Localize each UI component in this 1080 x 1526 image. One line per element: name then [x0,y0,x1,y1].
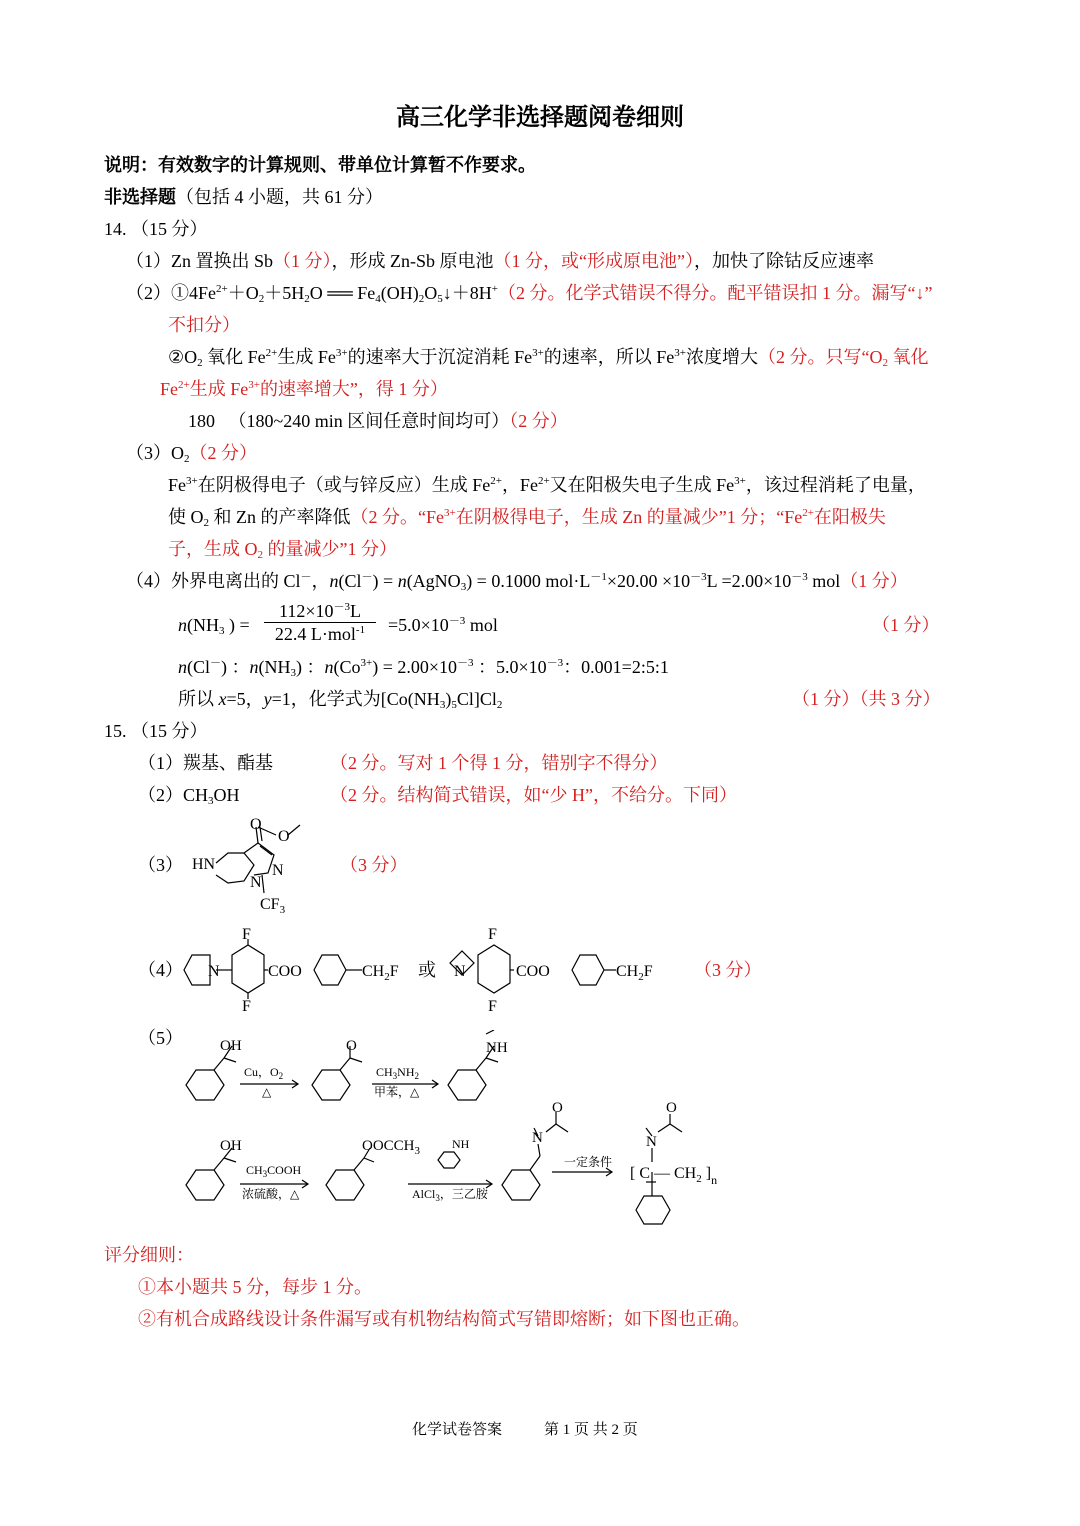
footer-page: 第 1 页 共 2 页 [544,1422,638,1438]
chem-hn: HN [192,856,216,873]
svg-text:甲苯，△: 甲苯，△ [374,1085,420,1099]
svg-text:O: O [666,1100,677,1116]
section-header [104,185,383,209]
q14-p4-score1: （1 分） [840,571,908,591]
q14-p1-b: （1 分） [273,251,332,271]
svg-text:CH3COOH: $CH_3COOH$ [246,1163,302,1179]
chem-f4: F [488,998,497,1015]
svg-text:N: N [532,1130,543,1146]
structure-q3 [188,815,318,915]
chem-n1: N [208,963,220,980]
q14-part3-line3: 子，生成 $O_2$ 的量减少”1 分） [168,539,397,561]
n-nh3-result: $=5.0\times 10^{-3}$ mol [388,615,498,635]
svg-text:AlCl3，三乙胺: AlCl$_3$，三乙胺 [412,1187,488,1203]
chem-o: O [250,816,262,833]
q14-part2-explain: $②O_2$ 氧化 $Fe^{2+}$生成 $Fe^{3+}$的速率大于沉淀消耗 $Fe^{3+}$的速率，所以 $Fe^{3+}$浓度增大（2 分。只写“$O_2$ 氧化 [168,347,929,369]
q14-180: 180 [188,411,215,431]
synthesis-route-1 [176,1030,536,1110]
q14-p2-red1: （2 分。化学式错误不得分。配平错误扣 1 分。漏写“↓” [497,283,933,303]
svg-text:Cu，O2: Cu，$O_2$ [244,1065,284,1081]
q15-p3-b: （3 分） [340,855,408,875]
chem-coo2: COO [516,963,550,980]
q14-part1 [126,249,874,273]
chem-ch2f1: $CH_2F$ [362,963,399,983]
q14-p3-score: （2 分） [189,443,257,463]
q14-p1-a: （1）Zn 置换出 Sb [126,251,274,271]
q14-part3-line1: $Fe^{3+}$在阴极得电子（或与锌反应）生成 $Fe^{2+}$，$Fe^{2+}$又在阳极失电子生成 $Fe^{3+}$，该过程消耗了电量， [168,475,926,495]
chem-n2: N [454,963,466,980]
fraction-numerator: $112\times 10^{-3}L$ [279,601,361,621]
q15-p5-a: （5） [138,1028,183,1048]
svg-text:一定条件: 一定条件 [564,1155,613,1169]
q14-p1-e: ，加快了除钴反应速率 [694,251,874,271]
q14-p1-d: （1 分，或“形成原电池”） [493,251,694,271]
q14-180-note: （180~240 min 区间任意时间均可） [228,411,510,431]
section-desc: （包括 4 小题，共 61 分） [176,187,383,207]
svg-text:浓硫酸，△: 浓硫酸，△ [242,1187,300,1201]
q15-p2-b: （2 分。结构简式错误，如“少 H”，不给分。下同） [330,785,737,805]
q14-part4-ratio: n(Cl－) ：$n(NH_3)$ ：$n(Co^{3+}) = 2.00\times 10^{-3}$ ：$5.0\times 10^{-3}$：0.001=2:5:1 [178,657,669,679]
n-nh3-label: $n(NH_3$ ) = [178,615,250,637]
note: 说明：有效数字的计算规则、带单位计算暂不作要求。 [104,155,536,175]
rules-r2: ②有机合成路线设计条件漏写或有机物结构简式写错即熔断；如下图也正确。 [138,1309,750,1329]
svg-text:CH3NH2: $CH_3NH_2$ [376,1065,420,1081]
q15-p1-a: （1）羰基、酯基 [138,753,273,773]
synthesis-route-2 [176,1100,756,1240]
q14-part2-eq: $(2)①4Fe^{2+}+O_2+5H_2O$ ══ $Fe_4(OH)_2O_5↓+8H^+(2$ 分。化学式错误不得分。配平错误扣 1 分。漏写“↓” [126,283,933,305]
structure-q4 [176,925,676,1015]
q15-p1-b: （2 分。写对 1 个得 1 分，错别字不得分） [330,753,668,773]
q15-p3-a: （3） [138,855,183,875]
svg-text:O: O [552,1100,563,1116]
q15-p4-b: （3 分） [694,960,762,980]
q14-part4-formula: 所以 x=5，y=1，化学式为$[Co(NH_3)_5Cl]Cl_2$ [178,689,503,711]
chem-f3: F [488,926,497,943]
q15-header: 15. （15 分） [104,721,208,741]
q14-p1-c: ，形成 Zn-Sb 原电池 [331,251,494,271]
q14-p2-red2: 不扣分） [168,315,240,335]
footer-left: 化学试卷答案 [412,1422,503,1438]
chem-f2: F [242,998,251,1015]
svg-text:OOCCH3: $OOCCH_3$ [362,1138,421,1157]
q14-part3: $(3)O_2(2$ 分） [126,443,257,465]
svg-text:OH: OH [220,1038,242,1054]
svg-text:O: O [346,1038,357,1054]
svg-text:OH: OH [220,1138,242,1154]
q14-p4-score3: （1 分）（共 3 分） [792,689,941,709]
q14-part2-time [188,409,568,433]
chem-coo1: COO [268,963,302,980]
svg-text:△: △ [262,1085,272,1099]
svg-text:N: N [646,1134,657,1150]
q15-p2-a: $(2)CH_3OH$ [138,785,240,807]
q15-p4-or: 或 [418,960,436,980]
fraction-denominator: 22.4 L·mol$^{-1}$ [264,622,376,645]
rules-head: 评分细则： [104,1245,194,1265]
svg-text:[ C — CH2 ]n: [ C — $CH_2$ ]$_n$ [630,1165,718,1187]
q14-p4-score2: （1 分） [872,615,940,635]
svg-text:NH: NH [486,1040,508,1056]
chem-f1: F [242,926,251,943]
rules-r1: ①本小题共 5 分，每步 1 分。 [138,1277,372,1297]
chem-n-ring: N [250,874,262,891]
chem-cf3: $CF_3$ [260,896,286,915]
q15-p4-a: （4） [138,960,183,980]
section-title: 非选择题 [104,187,176,207]
chem-o2: O [278,828,290,845]
page-title: 高三化学非选择题阅卷细则 [396,105,684,131]
q14-180-score: （2 分） [509,411,568,431]
q14-part2-explain-red: $Fe^{2+}$生成 $Fe^{3+}$的速率增大”，得 1 分） [160,379,448,399]
n-nh3-fraction [264,600,376,645]
q14-header: 14. （15 分） [104,219,208,239]
chem-ch2f2: $CH_2F$ [616,963,653,983]
svg-text:NH: NH [452,1137,470,1151]
chem-n: N [272,862,284,879]
q14-part4-line1: （4）外界电离出的 Cl－，n(Cl－) = n(AgNO$_3$) = 0.1000 $mol\cdot L^{-1}\times 20.00 \times 10^{-3}L =2.00\times 10^{-3}$ mol（1 分） [126,571,908,593]
q14-part3-line2: 使 $O_2$ 和 Zn 的产率降低（2 分。“$Fe^{3+}$在阴极得电子，生成 Zn 的量减少”1 分；“$Fe^{2+}$在阳极失 [168,507,886,529]
